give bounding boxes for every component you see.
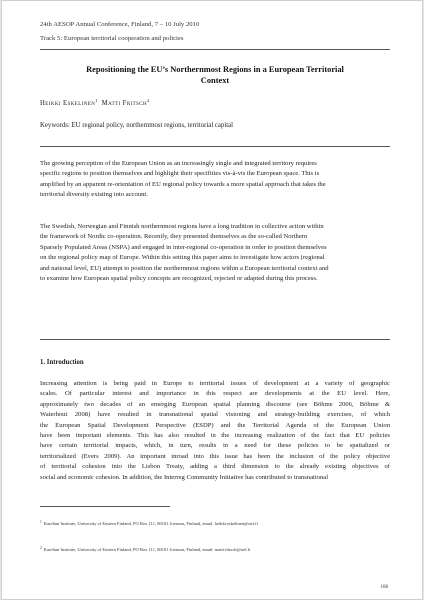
text-line: on the regional policy map of Europe. Within this setting this paper aims to investigate how actors (regional (40, 254, 325, 262)
text-line: territorialized (Evers 2009). An important inroad into this issue has been the inclusion of the policy objective (40, 452, 390, 460)
text-line: the framework of Nordic co-operation. Recently, they presented themselves as the so-called Northern (40, 233, 308, 241)
footnote-rule (40, 506, 170, 507)
footnote-text: Karelian Institute, University of Eastern Finland, PO Box 111, 80101 Joensuu, Finland, email: matti.fritsch@uef.fi (43, 547, 251, 552)
footnote (40, 545, 390, 553)
text-line: scales. Of particular interest and importance in this respect are developments at the EU level. Here, (40, 390, 390, 398)
footnote (40, 519, 390, 527)
abstract-rule (40, 339, 390, 340)
text-line: approximately two decades of an emerging European spatial planning discourse (see Böhme 2006, Böhme & (40, 400, 390, 408)
author-name: Matti Fritsch (101, 100, 148, 107)
keywords: Keywords: EU regional policy, northernmost regions, territorial capital (40, 122, 234, 129)
abstract-paragraph (40, 222, 390, 284)
text-line: have been important elements. This has also resulted in the increasing realization of the fact that EU policies (40, 432, 390, 440)
running-header-track: Track 5: European territorial cooperation and policies (40, 35, 184, 42)
text-line: and national level, EU) attempt to position the northernmost regions within a European territorial context and (40, 264, 329, 272)
author-name: Heikki Eskelinen (40, 100, 96, 107)
text-line: Sparsely Populated Areas (NSPA) and engaged in inter-regional co-operation in order to position themselves (40, 243, 327, 251)
text-line: The Swedish, Norwegian and Finnish northernmost regions have a long tradition in collective action within (40, 223, 324, 230)
text-line: territorial diversity existing into account. (40, 191, 148, 199)
text-line: Waterhout 2008) have resulted in transnational spatial visioning and strategy-building exercises, of which (40, 411, 390, 419)
title-line: Repositioning the EU’s Northernmost Regions in a European Territorial (86, 65, 344, 74)
text-line: specific regions to position themselves and highlight their specifities vis-à-vis the European space. This is (40, 170, 320, 178)
title-line: Context (200, 76, 230, 85)
abstract-paragraph (40, 159, 390, 201)
text-line: amplified by an apparent re-orientation of EU regional policy towards a more spatial approach that takes the (40, 180, 326, 188)
text-line: Increasing attention is being paid in Europe to territorial issues of development at a variety of geographic (40, 380, 390, 387)
author-list (40, 98, 149, 107)
text-line: the European Spatial Development Perspective (ESDP) and the Territorial Agenda of the European Union (40, 421, 390, 429)
text-line: have certain territorial impacts, which, in turn, results in a need for these policies to be spatialized or (40, 442, 390, 450)
text-line: The growing perception of the European Union as an increasingly single and integrated territory requires (40, 160, 317, 167)
paper-title (40, 64, 390, 86)
text-line: of territorial cohesion into the Lisbon Treaty, adding a third dimension to the already existing objectives of (40, 463, 390, 471)
footnote-text: Karelian Institute, University of Eastern Finland, PO Box 111, 80101 Joensuu, Finland, email: heikki.eskelinen@uef.fi (43, 521, 258, 526)
author-footnote-mark: 1 (95, 98, 98, 103)
text-line: social and economic cohesion. In addition, the Interreg Community Initiative has contributed to transnational (40, 473, 329, 481)
keywords-rule (40, 146, 390, 147)
page-number: 108 (380, 585, 388, 590)
text-line: to examine how European spatial policy concepts are recognized, rejected or adapted during this process. (40, 275, 318, 283)
running-header-conference: 24th AESOP Annual Conference, Finland, 7 – 10 July 2010 (40, 21, 200, 28)
footnote-mark: 1 (40, 520, 42, 524)
header-rule (40, 49, 390, 50)
footnote-mark: 2 (40, 546, 42, 550)
paper-page (1, 0, 423, 600)
author-footnote-mark: 2 (147, 98, 150, 103)
section-heading: 1. Introduction (40, 359, 84, 366)
introduction-paragraph (40, 379, 390, 483)
